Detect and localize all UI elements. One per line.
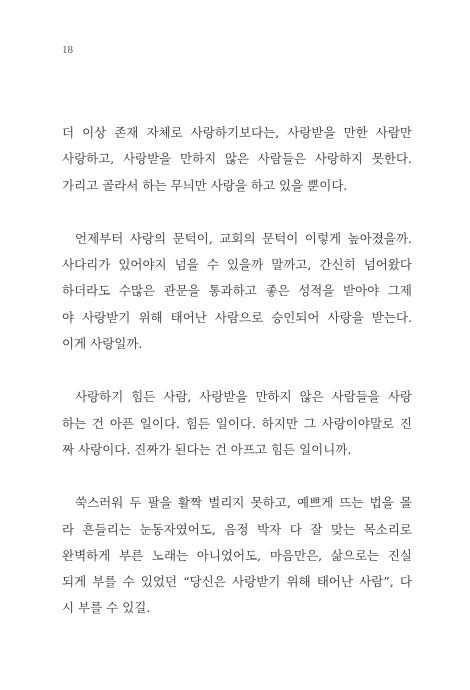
page-number: 18 bbox=[62, 44, 73, 56]
paragraph-1 bbox=[62, 120, 412, 199]
text-line: 짜 사랑이다. 진짜가 된다는 건 아프고 힘든 일이니까. bbox=[62, 441, 352, 457]
paragraph-3 bbox=[62, 384, 412, 463]
paragraph-2 bbox=[62, 226, 412, 357]
text-line: 완벽하게 부른 노래는 아니었어도, 마음만은, 삶으로는 진실 bbox=[62, 547, 412, 563]
text-line: 이게 사랑일까. bbox=[62, 336, 143, 352]
text-line: 언제부터 사랑의 문턱이, 교회의 문턱이 이렇게 높아졌을까. bbox=[75, 230, 412, 246]
text-line: 가리고 골라서 하는 무늬만 사랑을 하고 있을 뿐이다. bbox=[62, 177, 348, 193]
text-line: 라 흔들리는 눈동자였어도, 음정 박자 다 잘 맞는 목소리로 bbox=[62, 521, 412, 537]
body-text bbox=[62, 120, 412, 649]
paragraph-4 bbox=[62, 490, 412, 621]
text-line: 하는 건 아픈 일이다. 힘든 일이다. 하지만 그 사랑이야말로 진 bbox=[62, 415, 412, 431]
text-line: 하더라도 수많은 관문을 통과하고 좋은 성적을 받아야 그제 bbox=[62, 283, 412, 299]
text-line: 더 이상 존재 자체로 사랑하기보다는, 사랑받을 만한 사람만 bbox=[62, 125, 412, 140]
text-line: 야 사랑받기 위해 태어난 사람으로 승인되어 사랑을 받는다. bbox=[62, 309, 412, 325]
text-line: 사랑하고, 사랑받을 만하지 않은 사람들은 사랑하지 못한다. bbox=[62, 151, 412, 167]
text-line: 쑥스러워 두 팔을 활짝 벌리지 못하고, 예쁘게 뜨는 법을 몰 bbox=[75, 495, 412, 511]
text-line: 사랑하기 힘든 사람, 사랑받을 만하지 않은 사람들을 사랑 bbox=[75, 389, 412, 405]
text-line: 사다리가 있어야지 넘을 수 있을까 말까고, 간신히 넘어왔다 bbox=[62, 257, 412, 273]
text-line: 되게 부를 수 있었던 “당신은 사랑받기 위해 태어난 사람”, 다 bbox=[62, 574, 412, 590]
text-line: 시 부를 수 있길. bbox=[62, 600, 151, 616]
